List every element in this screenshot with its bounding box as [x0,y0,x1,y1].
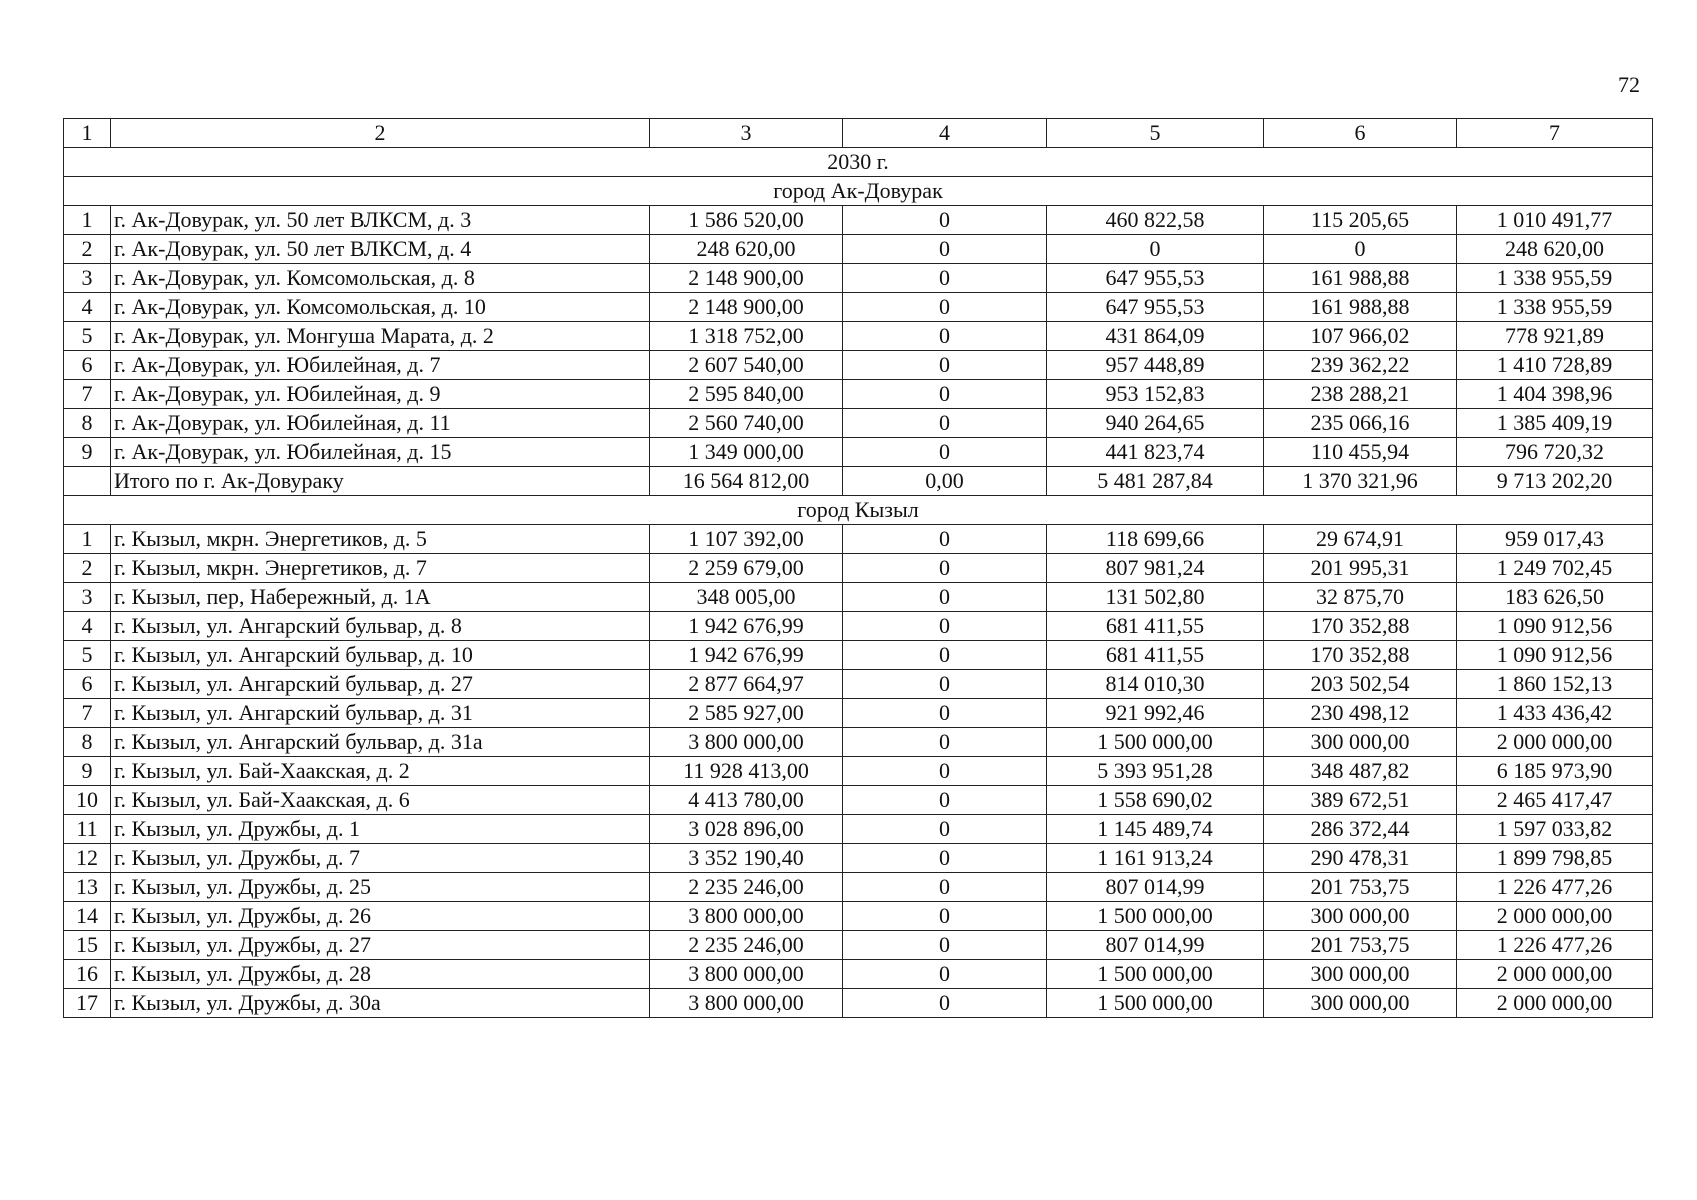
column-number-cell: 2 [111,119,650,148]
value-cell-col5: 0 [1047,235,1264,264]
value-cell-col4: 0 [843,438,1047,467]
table-row [64,525,1653,554]
value-cell-col4: 0 [843,844,1047,873]
address-cell: г. Кызыл, ул. Ангарский бульвар, д. 31 [111,699,650,728]
table-row [64,235,1653,264]
value-cell-col6: 348 487,82 [1264,757,1457,786]
value-cell-col6: 170 352,88 [1264,641,1457,670]
row-number-cell: 13 [64,873,111,902]
value-cell-col5: 807 014,99 [1047,931,1264,960]
row-number-cell [64,467,111,496]
value-cell-col3: 11 928 413,00 [650,757,843,786]
address-cell: г. Кызыл, пер, Набережный, д. 1А [111,583,650,612]
value-cell-col6: 161 988,88 [1264,293,1457,322]
value-cell-col4: 0 [843,351,1047,380]
value-cell-col7: 1 338 955,59 [1457,293,1653,322]
value-cell-col7: 1 597 033,82 [1457,815,1653,844]
section-title: город Ак-Довурак [64,177,1653,206]
value-cell-col7: 959 017,43 [1457,525,1653,554]
value-cell-col3: 2 595 840,00 [650,380,843,409]
address-cell: г. Кызыл, ул. Ангарский бульвар, д. 10 [111,641,650,670]
row-number-cell: 10 [64,786,111,815]
value-cell-col6: 32 875,70 [1264,583,1457,612]
value-cell-col6: 201 995,31 [1264,554,1457,583]
row-number-cell: 4 [64,293,111,322]
address-cell: г. Ак-Довурак, ул. Комсомольская, д. 10 [111,293,650,322]
value-cell-col3: 248 620,00 [650,235,843,264]
value-cell-col3: 2 560 740,00 [650,409,843,438]
section-title: город Кызыл [64,496,1653,525]
value-cell-col6: 115 205,65 [1264,206,1457,235]
row-number-cell: 1 [64,206,111,235]
value-cell-col5: 921 992,46 [1047,699,1264,728]
table-row [64,612,1653,641]
column-number-cell: 1 [64,119,111,148]
value-cell-col6: 0 [1264,235,1457,264]
value-cell-col7: 2 465 417,47 [1457,786,1653,815]
value-cell-col6: 110 455,94 [1264,438,1457,467]
row-number-cell: 16 [64,960,111,989]
address-cell: г. Кызыл, мкрн. Энергетиков, д. 7 [111,554,650,583]
value-cell-col4: 0 [843,728,1047,757]
page-number: 72 [1618,72,1640,97]
value-cell-col3: 2 148 900,00 [650,293,843,322]
value-cell-col5: 1 500 000,00 [1047,960,1264,989]
value-cell-col7: 2 000 000,00 [1457,728,1653,757]
table-row [64,786,1653,815]
value-cell-col4: 0 [843,235,1047,264]
value-cell-col3: 1 349 000,00 [650,438,843,467]
row-number-cell: 12 [64,844,111,873]
value-cell-col5: 807 981,24 [1047,554,1264,583]
value-cell-col6: 29 674,91 [1264,525,1457,554]
table-row [64,931,1653,960]
row-number-cell: 11 [64,815,111,844]
data-table [63,118,1653,1018]
row-number-cell: 5 [64,322,111,351]
value-cell-col7: 1 899 798,85 [1457,844,1653,873]
value-cell-col7: 1 433 436,42 [1457,699,1653,728]
address-cell: г. Ак-Довурак, ул. Монгуша Марата, д. 2 [111,322,650,351]
row-number-cell: 3 [64,264,111,293]
table-row [64,380,1653,409]
address-cell: г. Кызыл, ул. Дружбы, д. 7 [111,844,650,873]
address-cell: г. Кызыл, ул. Дружбы, д. 25 [111,873,650,902]
address-cell: г. Ак-Довурак, ул. Юбилейная, д. 7 [111,351,650,380]
row-number-cell: 2 [64,235,111,264]
address-cell: Итого по г. Ак-Довураку [111,467,650,496]
value-cell-col5: 431 864,09 [1047,322,1264,351]
value-cell-col6: 239 362,22 [1264,351,1457,380]
value-cell-col7: 6 185 973,90 [1457,757,1653,786]
value-cell-col7: 183 626,50 [1457,583,1653,612]
value-cell-col5: 441 823,74 [1047,438,1264,467]
address-cell: г. Ак-Довурак, ул. 50 лет ВЛКСМ, д. 4 [111,235,650,264]
value-cell-col6: 300 000,00 [1264,728,1457,757]
address-cell: г. Кызыл, ул. Бай-Хаакская, д. 2 [111,757,650,786]
value-cell-col5: 1 500 000,00 [1047,989,1264,1018]
value-cell-col5: 5 393 951,28 [1047,757,1264,786]
value-cell-col6: 300 000,00 [1264,960,1457,989]
value-cell-col3: 2 585 927,00 [650,699,843,728]
value-cell-col5: 953 152,83 [1047,380,1264,409]
address-cell: г. Кызыл, ул. Ангарский бульвар, д. 8 [111,612,650,641]
address-cell: г. Ак-Довурак, ул. Юбилейная, д. 11 [111,409,650,438]
value-cell-col6: 161 988,88 [1264,264,1457,293]
value-cell-col5: 1 558 690,02 [1047,786,1264,815]
value-cell-col7: 1 090 912,56 [1457,612,1653,641]
value-cell-col5: 1 145 489,74 [1047,815,1264,844]
row-number-cell: 3 [64,583,111,612]
table-row [64,815,1653,844]
value-cell-col7: 1 090 912,56 [1457,641,1653,670]
table-row [64,206,1653,235]
value-cell-col4: 0 [843,554,1047,583]
address-cell: г. Кызыл, ул. Ангарский бульвар, д. 31а [111,728,650,757]
value-cell-col4: 0 [843,699,1047,728]
table-row [64,873,1653,902]
value-cell-col4: 0 [843,902,1047,931]
value-cell-col3: 4 413 780,00 [650,786,843,815]
value-cell-col3: 1 318 752,00 [650,322,843,351]
row-number-cell: 5 [64,641,111,670]
table-row [64,554,1653,583]
address-cell: г. Ак-Довурак, ул. 50 лет ВЛКСМ, д. 3 [111,206,650,235]
value-cell-col7: 796 720,32 [1457,438,1653,467]
row-number-cell: 15 [64,931,111,960]
value-cell-col5: 118 699,66 [1047,525,1264,554]
column-number-cell: 7 [1457,119,1653,148]
value-cell-col4: 0 [843,322,1047,351]
value-cell-col6: 201 753,75 [1264,931,1457,960]
value-cell-col4: 0 [843,380,1047,409]
value-cell-col4: 0 [843,409,1047,438]
value-cell-col5: 131 502,80 [1047,583,1264,612]
value-cell-col7: 1 385 409,19 [1457,409,1653,438]
address-cell: г. Кызыл, ул. Дружбы, д. 28 [111,960,650,989]
value-cell-col6: 290 478,31 [1264,844,1457,873]
value-cell-col6: 201 753,75 [1264,873,1457,902]
value-cell-col5: 957 448,89 [1047,351,1264,380]
value-cell-col3: 3 800 000,00 [650,960,843,989]
value-cell-col6: 203 502,54 [1264,670,1457,699]
value-cell-col4: 0 [843,641,1047,670]
value-cell-col7: 1 226 477,26 [1457,931,1653,960]
row-number-cell: 17 [64,989,111,1018]
row-number-cell: 6 [64,351,111,380]
total-row [64,467,1653,496]
table-body [64,119,1653,1018]
value-cell-col3: 2 607 540,00 [650,351,843,380]
row-number-cell: 8 [64,728,111,757]
value-cell-col7: 2 000 000,00 [1457,960,1653,989]
value-cell-col4: 0 [843,525,1047,554]
value-cell-col3: 348 005,00 [650,583,843,612]
value-cell-col3: 1 942 676,99 [650,641,843,670]
value-cell-col5: 1 500 000,00 [1047,728,1264,757]
value-cell-col6: 300 000,00 [1264,989,1457,1018]
value-cell-col4: 0 [843,670,1047,699]
value-cell-col3: 2 259 679,00 [650,554,843,583]
row-number-cell: 14 [64,902,111,931]
value-cell-col3: 1 586 520,00 [650,206,843,235]
value-cell-col3: 2 235 246,00 [650,931,843,960]
row-number-cell: 9 [64,438,111,467]
year-label: 2030 г. [64,148,1653,177]
table-row [64,264,1653,293]
value-cell-col5: 647 955,53 [1047,264,1264,293]
value-cell-col7: 248 620,00 [1457,235,1653,264]
value-cell-col6: 170 352,88 [1264,612,1457,641]
table-row [64,409,1653,438]
address-cell: г. Кызыл, ул. Ангарский бульвар, д. 27 [111,670,650,699]
value-cell-col4: 0 [843,989,1047,1018]
table-row [64,351,1653,380]
value-cell-col4: 0 [843,815,1047,844]
value-cell-col4: 0 [843,873,1047,902]
table-row [64,583,1653,612]
value-cell-col5: 940 264,65 [1047,409,1264,438]
row-number-cell: 9 [64,757,111,786]
address-cell: г. Кызыл, ул. Дружбы, д. 1 [111,815,650,844]
value-cell-col4: 0 [843,960,1047,989]
row-number-cell: 6 [64,670,111,699]
value-cell-col4: 0 [843,931,1047,960]
value-cell-col3: 1 942 676,99 [650,612,843,641]
value-cell-col3: 16 564 812,00 [650,467,843,496]
address-cell: г. Кызыл, ул. Дружбы, д. 30а [111,989,650,1018]
value-cell-col3: 1 107 392,00 [650,525,843,554]
value-cell-col4: 0 [843,612,1047,641]
value-cell-col5: 814 010,30 [1047,670,1264,699]
column-number-cell: 5 [1047,119,1264,148]
value-cell-col7: 1 860 152,13 [1457,670,1653,699]
value-cell-col6: 230 498,12 [1264,699,1457,728]
table-row [64,699,1653,728]
table-row [64,641,1653,670]
value-cell-col7: 1 404 398,96 [1457,380,1653,409]
value-cell-col6: 300 000,00 [1264,902,1457,931]
value-cell-col7: 1 226 477,26 [1457,873,1653,902]
value-cell-col3: 3 800 000,00 [650,989,843,1018]
year-row [64,148,1653,177]
value-cell-col4: 0 [843,583,1047,612]
value-cell-col7: 2 000 000,00 [1457,902,1653,931]
column-number-cell: 4 [843,119,1047,148]
address-cell: г. Ак-Довурак, ул. Комсомольская, д. 8 [111,264,650,293]
value-cell-col5: 807 014,99 [1047,873,1264,902]
table-row [64,757,1653,786]
value-cell-col4: 0,00 [843,467,1047,496]
address-cell: г. Кызыл, мкрн. Энергетиков, д. 5 [111,525,650,554]
value-cell-col5: 460 822,58 [1047,206,1264,235]
value-cell-col3: 3 352 190,40 [650,844,843,873]
address-cell: г. Ак-Довурак, ул. Юбилейная, д. 9 [111,380,650,409]
address-cell: г. Кызыл, ул. Дружбы, д. 26 [111,902,650,931]
value-cell-col6: 238 288,21 [1264,380,1457,409]
value-cell-col3: 2 148 900,00 [650,264,843,293]
table-row [64,960,1653,989]
section-header-row [64,177,1653,206]
value-cell-col3: 3 800 000,00 [650,728,843,757]
address-cell: г. Кызыл, ул. Бай-Хаакская, д. 6 [111,786,650,815]
value-cell-col7: 778 921,89 [1457,322,1653,351]
value-cell-col7: 1 410 728,89 [1457,351,1653,380]
value-cell-col5: 1 161 913,24 [1047,844,1264,873]
value-cell-col3: 2 877 664,97 [650,670,843,699]
value-cell-col7: 1 010 491,77 [1457,206,1653,235]
value-cell-col3: 2 235 246,00 [650,873,843,902]
table-row [64,438,1653,467]
row-number-cell: 7 [64,699,111,728]
value-cell-col4: 0 [843,206,1047,235]
table-row [64,322,1653,351]
column-number-cell: 3 [650,119,843,148]
value-cell-col5: 647 955,53 [1047,293,1264,322]
value-cell-col6: 235 066,16 [1264,409,1457,438]
row-number-cell: 8 [64,409,111,438]
value-cell-col3: 3 028 896,00 [650,815,843,844]
row-number-cell: 7 [64,380,111,409]
address-cell: г. Ак-Довурак, ул. Юбилейная, д. 15 [111,438,650,467]
row-number-cell: 1 [64,525,111,554]
column-number-cell: 6 [1264,119,1457,148]
row-number-cell: 2 [64,554,111,583]
value-cell-col7: 1 249 702,45 [1457,554,1653,583]
value-cell-col4: 0 [843,757,1047,786]
column-number-row [64,119,1653,148]
table-row [64,728,1653,757]
value-cell-col7: 2 000 000,00 [1457,989,1653,1018]
table-row [64,902,1653,931]
value-cell-col6: 1 370 321,96 [1264,467,1457,496]
value-cell-col7: 1 338 955,59 [1457,264,1653,293]
value-cell-col5: 1 500 000,00 [1047,902,1264,931]
table-row [64,989,1653,1018]
value-cell-col5: 681 411,55 [1047,612,1264,641]
table-row [64,293,1653,322]
value-cell-col5: 5 481 287,84 [1047,467,1264,496]
value-cell-col6: 286 372,44 [1264,815,1457,844]
table-row [64,844,1653,873]
value-cell-col6: 107 966,02 [1264,322,1457,351]
address-cell: г. Кызыл, ул. Дружбы, д. 27 [111,931,650,960]
value-cell-col5: 681 411,55 [1047,641,1264,670]
table-row [64,670,1653,699]
value-cell-col7: 9 713 202,20 [1457,467,1653,496]
value-cell-col3: 3 800 000,00 [650,902,843,931]
section-header-row [64,496,1653,525]
value-cell-col4: 0 [843,264,1047,293]
row-number-cell: 4 [64,612,111,641]
value-cell-col6: 389 672,51 [1264,786,1457,815]
value-cell-col4: 0 [843,293,1047,322]
value-cell-col4: 0 [843,786,1047,815]
